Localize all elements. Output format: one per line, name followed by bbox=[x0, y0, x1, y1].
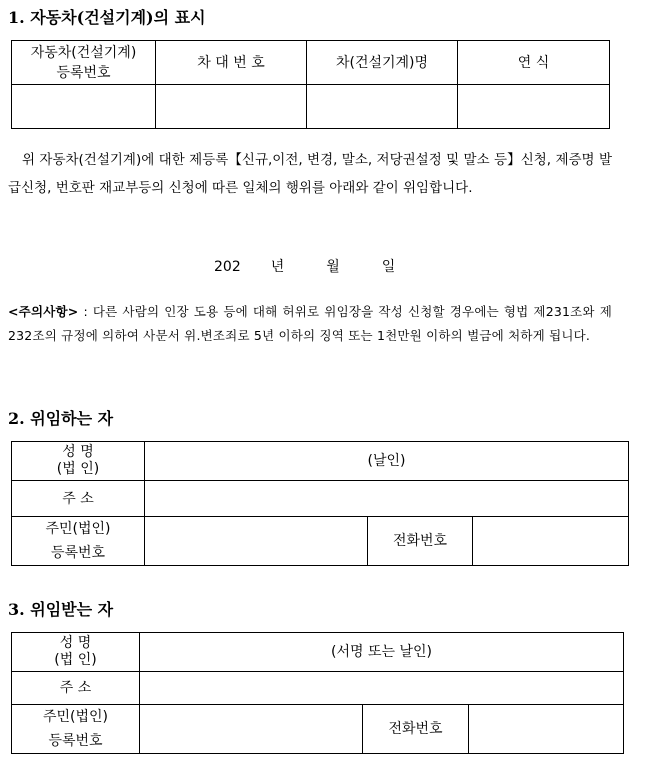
model-year-cell[interactable] bbox=[458, 85, 610, 129]
delegate-reg-field[interactable] bbox=[140, 705, 363, 754]
delegate-address-field[interactable] bbox=[140, 672, 624, 705]
delegation-statement: 위 자동차(건설기계)에 대한 제등록【신규,이전, 변경, 말소, 저당권설정 및 말소 등】신청, 제증명 발급신청, 번호판 재교부등의 신청에 따른 일체의 행위를 아래와 같이 위임합니다. bbox=[8, 152, 612, 196]
delegator-phone-field[interactable] bbox=[473, 517, 629, 566]
delegator-name-label: 성 명 (법 인) bbox=[12, 442, 145, 481]
delegator-phone-label: 전화번호 bbox=[368, 517, 473, 566]
delegate-phone-label: 전화번호 bbox=[363, 705, 469, 754]
delegator-reg-label: 주민(법인) 등록번호 bbox=[12, 517, 145, 566]
section3-title: 3. 위임받는 자 bbox=[8, 600, 114, 619]
delegator-name-field[interactable] bbox=[145, 442, 629, 481]
date-line bbox=[214, 256, 414, 276]
delegate-name-field[interactable] bbox=[140, 633, 624, 672]
notice-text: : 다른 사람의 인장 도용 등에 대해 허위로 위임장을 작성 신청할 경우에는 형법 제231조와 제232조의 규정에 의하여 사문서 위.변조죄로 5년 이하의 징역 또는 1천만원 이하의 벌금에 처하게 됩니다. bbox=[8, 304, 612, 343]
delegator-reg-field[interactable] bbox=[145, 517, 368, 566]
notice-label: <주의사항> bbox=[8, 304, 79, 319]
delegate-seal-text: (서명 또는 날인) bbox=[331, 644, 432, 660]
delegator-table bbox=[11, 441, 629, 566]
chassis-number-header: 차 대 번 호 bbox=[156, 41, 307, 85]
delegate-reg-label: 주민(법인) 등록번호 bbox=[12, 705, 140, 754]
reg-number-header: 자동차(건설기계) 등록번호 bbox=[12, 41, 156, 85]
date-year-unit: 년 bbox=[270, 259, 285, 275]
date-year: 202 bbox=[214, 259, 241, 275]
reg-number-cell[interactable] bbox=[12, 85, 156, 129]
notice-paragraph bbox=[8, 300, 612, 348]
delegate-name-label: 성 명 (법 인) bbox=[12, 633, 140, 672]
date-month-unit: 월 bbox=[326, 259, 340, 275]
delegate-phone-field[interactable] bbox=[469, 705, 624, 754]
date-day-unit: 일 bbox=[381, 259, 396, 275]
delegate-address-label: 주 소 bbox=[12, 672, 140, 705]
delegator-seal-text: (날인) bbox=[367, 453, 406, 469]
section2-title: 2. 위임하는 자 bbox=[8, 409, 114, 428]
vehicle-table bbox=[11, 40, 610, 129]
chassis-number-cell[interactable] bbox=[156, 85, 307, 129]
delegate-table bbox=[11, 632, 624, 754]
model-year-header: 연 식 bbox=[458, 41, 610, 85]
delegator-address-label: 주 소 bbox=[12, 481, 145, 517]
vehicle-name-cell[interactable] bbox=[307, 85, 458, 129]
delegator-address-field[interactable] bbox=[145, 481, 629, 517]
vehicle-name-header: 차(건설기계)명 bbox=[307, 41, 458, 85]
section1-title: 1. 자동차(건설기계)의 표시 bbox=[8, 8, 206, 27]
